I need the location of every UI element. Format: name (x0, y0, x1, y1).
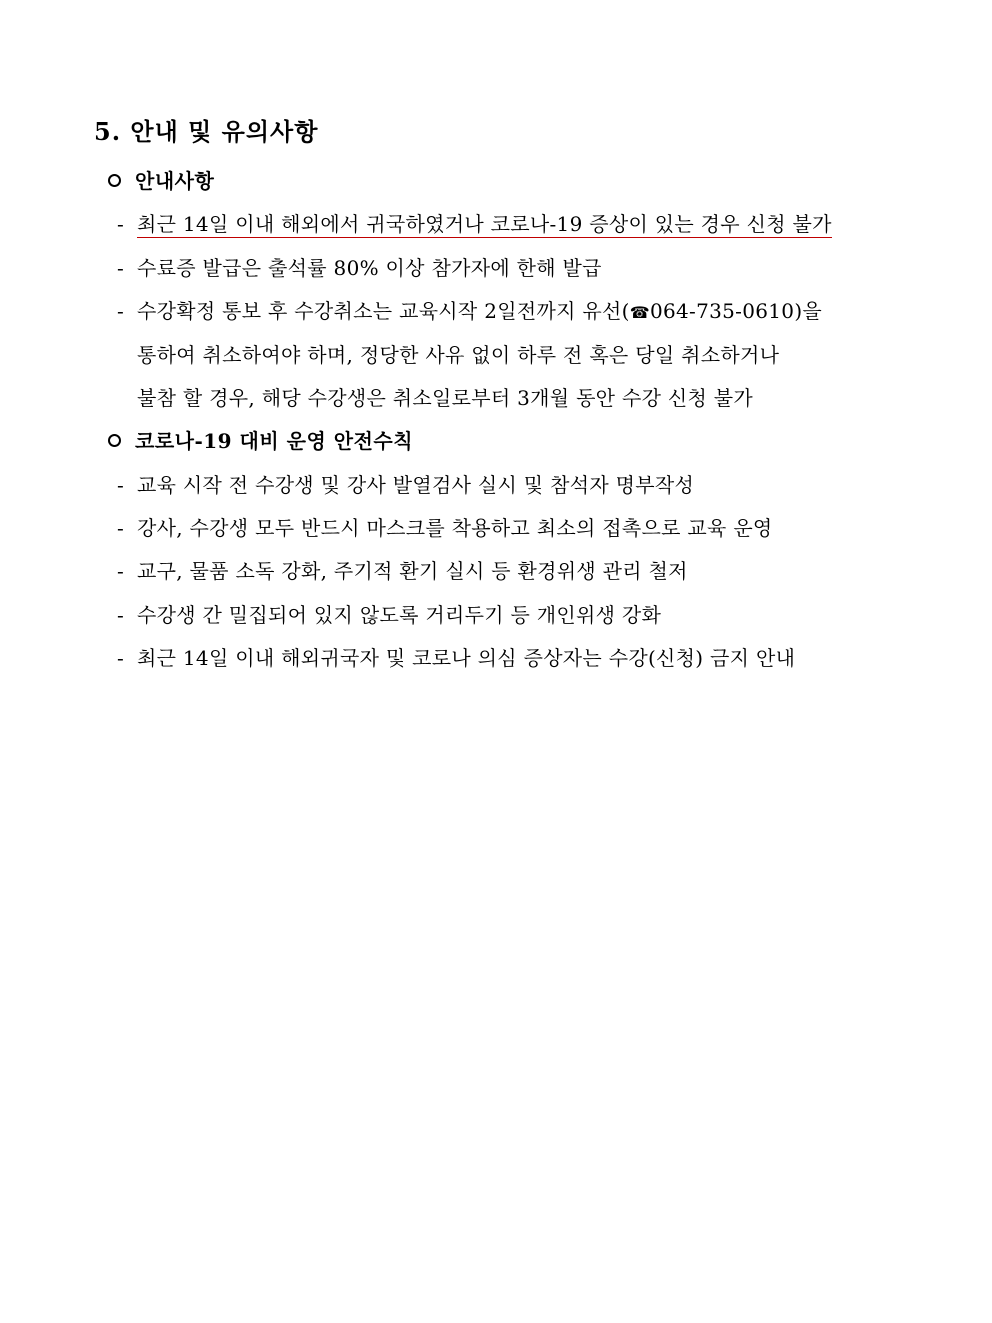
covid-item-3 (117, 555, 897, 584)
covid-item-text: 교구, 물품 소독 강화, 주기적 환기 실시 등 환경위생 관리 철저 (137, 559, 688, 583)
notice-item-3 (117, 295, 897, 324)
dash-marker: - (117, 559, 125, 583)
dash-marker: - (117, 473, 125, 497)
notice-heading (108, 165, 214, 194)
cancel-line1-before: 수강확정 통보 후 수강취소는 교육시작 2일전까지 유선( (137, 299, 630, 323)
dash-marker: - (117, 212, 125, 236)
covid-item-1 (117, 469, 897, 498)
dash-marker: - (117, 299, 125, 323)
covid-item-text: 수강생 간 밀집되어 있지 않도록 거리두기 등 개인위생 강화 (137, 603, 662, 627)
covid-item-text: 교육 시작 전 수강생 및 강사 발열검사 실시 및 참석자 명부작성 (137, 473, 695, 497)
covid-heading-label: 코로나-19 대비 운영 안전수칙 (135, 429, 414, 453)
notice-item-1 (117, 208, 897, 237)
covid-heading (108, 425, 413, 454)
notice-item-3-cont-1: 통하여 취소하여야 하며, 정당한 사유 없이 하루 전 혹은 당일 취소하거나 (137, 343, 780, 367)
notice-item-2 (117, 252, 897, 281)
covid-item-4 (117, 599, 897, 628)
circle-bullet-icon (108, 434, 121, 447)
dash-marker: - (117, 646, 125, 670)
notice-item-3-cont-2: 불참 할 경우, 해당 수강생은 취소일로부터 3개월 동안 수강 신청 불가 (137, 386, 753, 410)
covid-item-text: 최근 14일 이내 해외귀국자 및 코로나 의심 증상자는 수강(신청) 금지 안내 (137, 646, 796, 670)
notice-item-text: 수료증 발급은 출석률 80% 이상 참가자에 한해 발급 (137, 256, 602, 280)
notice-heading-label: 안내사항 (135, 169, 215, 193)
circle-bullet-icon (108, 174, 121, 187)
covid-item-5 (117, 642, 897, 671)
notice-item-text: 최근 14일 이내 해외에서 귀국하였거나 코로나-19 증상이 있는 경우 신청 불가 (137, 212, 832, 236)
dash-marker: - (117, 516, 125, 540)
section-title: 5. 안내 및 유의사항 (94, 117, 319, 146)
dash-marker: - (117, 256, 125, 280)
covid-item-2 (117, 512, 897, 541)
cancel-line1-after: 064-735-0610)을 (649, 299, 823, 323)
telephone-icon: ☎ (629, 303, 650, 322)
dash-marker: - (117, 603, 125, 627)
covid-item-text: 강사, 수강생 모두 반드시 마스크를 착용하고 최소의 접촉으로 교육 운영 (137, 516, 773, 540)
